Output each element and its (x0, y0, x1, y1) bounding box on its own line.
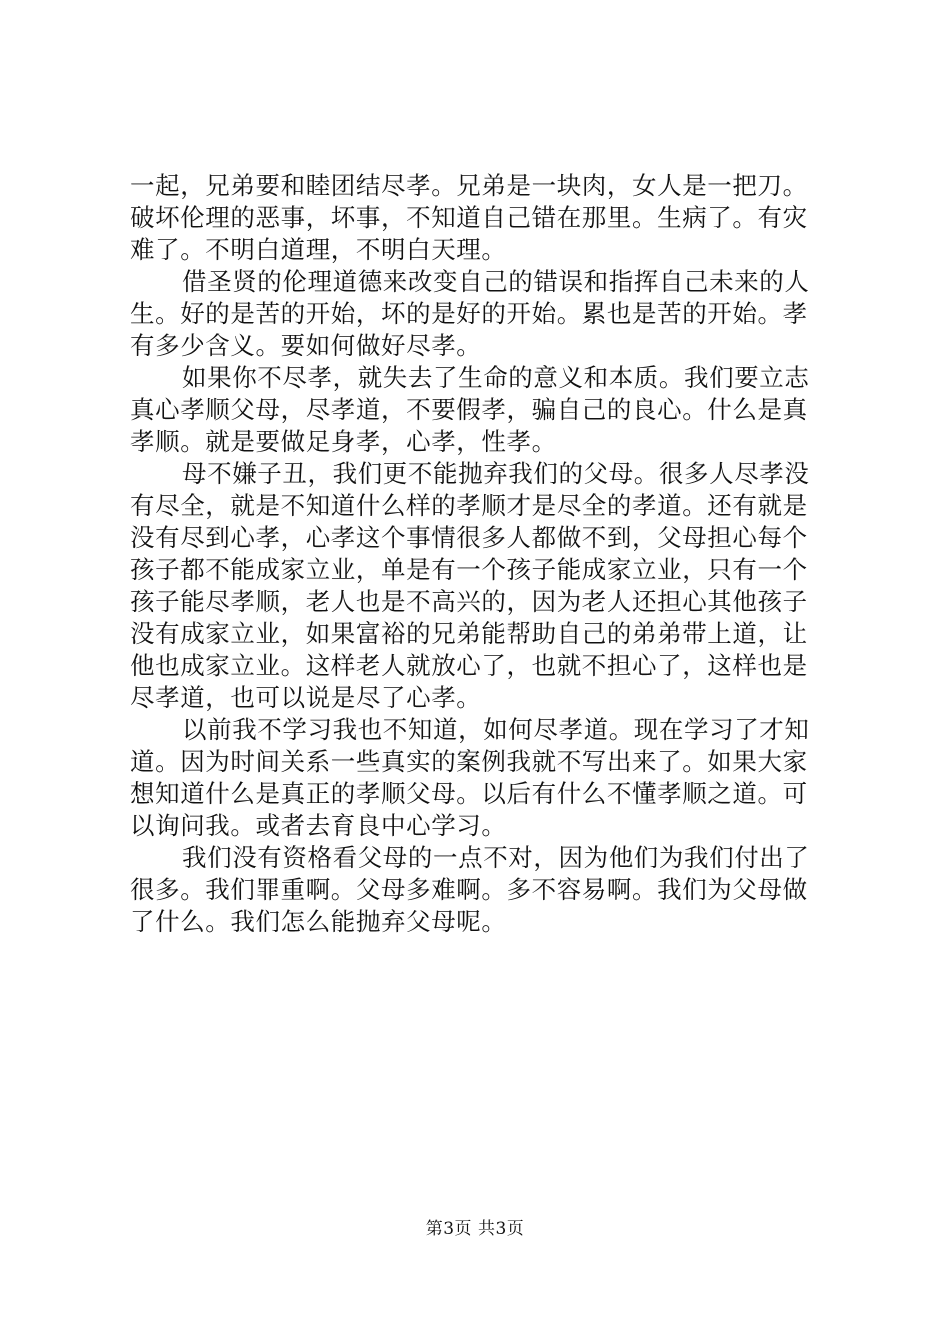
text-line: 没有成家立业，如果富裕的兄弟能帮助自己的弟弟带上道，让 (130, 619, 808, 648)
text-line: 如果你不尽孝，就失去了生命的意义和本质。我们要立志 (182, 363, 810, 392)
text-line: 一起，兄弟要和睦团结尽孝。兄弟是一块肉，女人是一把刀。 (130, 171, 808, 200)
text-line: 我们没有资格看父母的一点不对，因为他们为我们付出了 (182, 843, 810, 872)
text-line: 难了。不明白道理，不明白天理。 (130, 235, 507, 264)
body-text (130, 170, 830, 938)
text-line: 孩子能尽孝顺，老人也是不高兴的，因为老人还担心其他孩子 (130, 587, 808, 616)
text-line: 真心孝顺父母，尽孝道，不要假孝，骗自己的良心。什么是真 (130, 395, 808, 424)
text-line: 以前我不学习我也不知道，如何尽孝道。现在学习了才知 (182, 715, 810, 744)
text-line: 道。因为时间关系一些真实的案例我就不写出来了。如果大家 (130, 747, 808, 776)
text-line: 他也成家立业。这样老人就放心了，也就不担心了，这样也是 (130, 651, 808, 680)
text-line: 以询问我。或者去育良中心学习。 (130, 811, 507, 840)
text-line: 孩子都不能成家立业，单是有一个孩子能成家立业，只有一个 (130, 555, 808, 584)
page-footer: 第3页 共3页 (425, 1219, 525, 1239)
text-line: 很多。我们罪重啊。父母多难啊。多不容易啊。我们为父母做 (130, 875, 808, 904)
text-line: 想知道什么是真正的孝顺父母。以后有什么不懂孝顺之道。可 (130, 779, 808, 808)
text-line: 生。好的是苦的开始，坏的是好的开始。累也是苦的开始。孝 (130, 299, 808, 328)
text-line: 有尽全，就是不知道什么样的孝顺才是尽全的孝道。还有就是 (130, 491, 808, 520)
text-line: 借圣贤的伦理道德来改变自己的错误和指挥自己未来的人 (182, 267, 810, 296)
text-line: 破坏伦理的恶事，坏事，不知道自己错在那里。生病了。有灾 (130, 203, 808, 232)
text-line: 孝顺。就是要做足身孝，心孝，性孝。 (130, 427, 557, 456)
text-line: 了什么。我们怎么能抛弃父母呢。 (130, 907, 507, 936)
text-line: 尽孝道，也可以说是尽了心孝。 (130, 683, 482, 712)
text-line: 没有尽到心孝，心孝这个事情很多人都做不到，父母担心每个 (130, 523, 808, 552)
text-line: 母不嫌子丑，我们更不能抛弃我们的父母。很多人尽孝没 (182, 459, 810, 488)
text-line: 有多少含义。要如何做好尽孝。 (130, 331, 482, 360)
